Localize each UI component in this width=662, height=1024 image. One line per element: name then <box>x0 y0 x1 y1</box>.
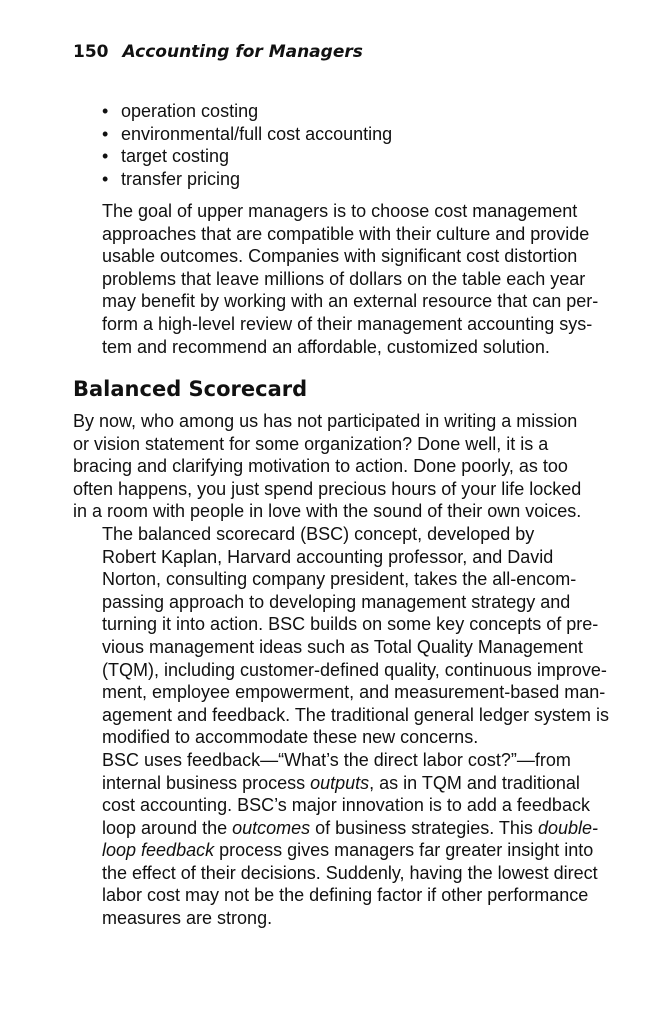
emphasis-loop-feedback: loop feedback <box>102 840 215 861</box>
text-line: modified to accommodate these new concerns. <box>102 727 479 748</box>
text-line: bracing and clarifying motivation to action. Done poorly, as too <box>73 456 568 477</box>
paragraph-mission <box>73 410 588 523</box>
paragraph-feedback <box>73 749 598 930</box>
text-line: The goal of upper managers is to choose cost management <box>102 201 578 221</box>
text-line <box>73 817 598 840</box>
text-line: Robert Kaplan, Harvard accounting professor, and David <box>102 546 554 567</box>
emphasis-outputs: outputs <box>310 772 370 793</box>
text-line: may benefit by working with an external resource that can per- <box>102 291 599 312</box>
text-line: cost accounting. BSC’s major innovation is to add a feedback <box>102 795 590 816</box>
text-line: the effect of their decisions. Suddenly, having the lowest direct <box>102 862 598 883</box>
text-line: in a room with people in love with the sound of their own voices. <box>73 501 582 522</box>
text-run: loop around the <box>102 817 233 838</box>
text-line: (TQM), including customer-defined quality, continuous improve- <box>102 659 607 680</box>
text-line: often happens, you just spend precious hours of your life locked <box>73 478 582 499</box>
body-text-section <box>73 410 609 930</box>
text-line: turning it into action. BSC builds on some key concepts of pre- <box>102 614 599 635</box>
running-header <box>73 41 363 63</box>
text-line: labor cost may not be the defining factor if other performance <box>102 885 589 906</box>
text-run: , as in TQM and traditional <box>369 772 580 793</box>
bullet-item: • operation costing <box>102 100 392 123</box>
text-line: vious management ideas such as Total Quality Management <box>102 636 583 657</box>
section-heading: Balanced Scorecard <box>73 377 308 401</box>
text-line: approaches that are compatible with their culture and provide <box>102 223 590 244</box>
text-line: passing approach to developing management strategy and <box>102 591 571 612</box>
emphasis-double-loop: double- <box>537 817 598 838</box>
text-line: The balanced scorecard (BSC) concept, developed by <box>102 523 535 544</box>
page-number: 150 <box>73 42 109 62</box>
text-line: By now, who among us has not participated in writing a mission <box>73 411 578 431</box>
text-line: measures are strong. <box>102 908 273 929</box>
bullet-item: • environmental/full cost accounting <box>102 123 392 146</box>
text-line: or vision statement for some organization? Done well, it is a <box>73 433 549 454</box>
bullet-list <box>102 100 392 190</box>
text-run: process gives managers far greater insight into <box>214 840 594 861</box>
text-line: BSC uses feedback—“What’s the direct labor cost?”—from <box>102 749 571 770</box>
text-line: usable outcomes. Companies with significant cost distortion <box>102 246 578 267</box>
paragraph-goal <box>73 200 599 358</box>
emphasis-outcomes: outcomes <box>232 817 311 838</box>
bullet-item: • target costing <box>102 145 392 168</box>
body-text-top <box>73 200 599 358</box>
text-line: ment, employee empowerment, and measurement-based man- <box>102 682 606 703</box>
paragraph-bsc <box>73 523 609 749</box>
text-line: Norton, consulting company president, takes the all-encom- <box>102 569 577 590</box>
text-line: problems that leave millions of dollars on the table each year <box>102 268 586 289</box>
bullet-item: • transfer pricing <box>102 168 392 191</box>
text-run: of business strategies. This <box>310 817 538 838</box>
text-run: internal business process <box>102 772 311 793</box>
text-line: tem and recommend an affordable, customized solution. <box>102 336 550 357</box>
text-line: form a high-level review of their management accounting sys- <box>102 313 593 334</box>
text-line <box>73 772 588 795</box>
book-title: Accounting for Managers <box>122 42 363 62</box>
text-line: agement and feedback. The traditional general ledger system is <box>102 704 609 725</box>
text-line <box>73 839 594 862</box>
